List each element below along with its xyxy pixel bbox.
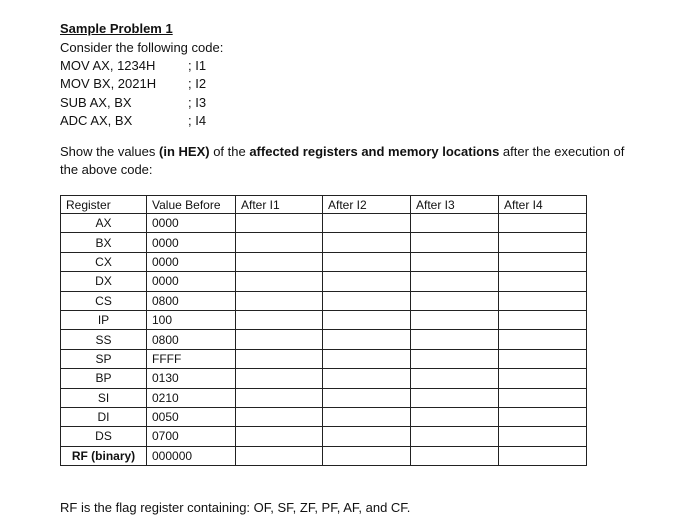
register-name-cell: SI (61, 388, 147, 407)
value-before-cell: 0000 (147, 252, 236, 271)
after-i2-cell[interactable] (323, 369, 411, 388)
value-before-cell: 0130 (147, 369, 236, 388)
footer-note: RF is the flag register containing: OF, SF, ZF, PF, AF, and CF. (60, 500, 411, 515)
question-text (60, 143, 640, 179)
value-before-cell: 000000 (147, 446, 236, 465)
after-i3-cell[interactable] (411, 233, 499, 252)
question-part: of the (209, 144, 250, 159)
after-i4-cell[interactable] (499, 291, 587, 310)
column-header: After I1 (236, 196, 323, 214)
after-i1-cell[interactable] (236, 427, 323, 446)
register-name-cell: DI (61, 407, 147, 426)
after-i1-cell[interactable] (236, 407, 323, 426)
after-i3-cell[interactable] (411, 291, 499, 310)
register-name-cell: SP (61, 349, 147, 368)
value-before-cell: 0000 (147, 233, 236, 252)
register-name-cell: IP (61, 310, 147, 329)
after-i2-cell[interactable] (323, 446, 411, 465)
value-before-cell: 0700 (147, 427, 236, 446)
after-i1-cell[interactable] (236, 252, 323, 271)
after-i2-cell[interactable] (323, 407, 411, 426)
after-i2-cell[interactable] (323, 252, 411, 271)
after-i3-cell[interactable] (411, 388, 499, 407)
value-before-cell: 0000 (147, 272, 236, 291)
after-i4-cell[interactable] (499, 446, 587, 465)
after-i2-cell[interactable] (323, 330, 411, 349)
after-i2-cell[interactable] (323, 427, 411, 446)
after-i4-cell[interactable] (499, 427, 587, 446)
after-i3-cell[interactable] (411, 407, 499, 426)
table-row (61, 310, 587, 329)
after-i3-cell[interactable] (411, 252, 499, 271)
after-i3-cell[interactable] (411, 349, 499, 368)
value-before-cell: 0050 (147, 407, 236, 426)
after-i2-cell[interactable] (323, 272, 411, 291)
table-header-row (61, 196, 587, 214)
column-header: After I4 (499, 196, 587, 214)
code-instruction: SUB AX, BX (60, 94, 132, 110)
after-i1-cell[interactable] (236, 349, 323, 368)
after-i4-cell[interactable] (499, 369, 587, 388)
table-row (61, 272, 587, 291)
register-name-cell: CX (61, 252, 147, 271)
after-i1-cell[interactable] (236, 291, 323, 310)
after-i1-cell[interactable] (236, 272, 323, 291)
after-i4-cell[interactable] (499, 407, 587, 426)
table-row (61, 291, 587, 310)
question-emphasis: (in HEX) (159, 144, 210, 159)
register-table (60, 195, 587, 466)
column-header: Value Before (147, 196, 236, 214)
after-i4-cell[interactable] (499, 330, 587, 349)
after-i1-cell[interactable] (236, 330, 323, 349)
code-instruction: ADC AX, BX (60, 112, 133, 128)
after-i4-cell[interactable] (499, 310, 587, 329)
after-i4-cell[interactable] (499, 233, 587, 252)
value-before-cell: 0210 (147, 388, 236, 407)
code-comment: ; I3 (188, 94, 207, 110)
value-before-cell: 0000 (147, 214, 236, 233)
after-i4-cell[interactable] (499, 214, 587, 233)
code-comment: ; I4 (188, 112, 207, 128)
code-instruction: MOV AX, 1234H (60, 58, 156, 73)
question-part: Show the values (60, 144, 160, 159)
value-before-cell: 100 (147, 310, 236, 329)
column-header: Register (61, 196, 147, 214)
after-i1-cell[interactable] (236, 310, 323, 329)
question-emphasis: affected registers and memory locations (249, 144, 500, 159)
register-table-body (61, 214, 587, 466)
after-i3-cell[interactable] (411, 214, 499, 233)
after-i4-cell[interactable] (499, 349, 587, 368)
value-before-cell: 0800 (147, 330, 236, 349)
after-i1-cell[interactable] (236, 214, 323, 233)
table-row (61, 214, 587, 233)
after-i2-cell[interactable] (323, 291, 411, 310)
problem-title: Sample Problem 1 (60, 21, 173, 36)
table-row (61, 233, 587, 252)
table-row (61, 388, 587, 407)
code-comment: ; I1 (188, 58, 207, 73)
register-name-cell: AX (61, 214, 147, 233)
register-name-cell: DS (61, 427, 147, 446)
after-i3-cell[interactable] (411, 330, 499, 349)
after-i4-cell[interactable] (499, 272, 587, 291)
table-row (61, 407, 587, 426)
register-name-cell: DX (61, 272, 147, 291)
after-i2-cell[interactable] (323, 388, 411, 407)
table-row (61, 446, 587, 465)
after-i3-cell[interactable] (411, 272, 499, 291)
after-i3-cell[interactable] (411, 369, 499, 388)
after-i4-cell[interactable] (499, 388, 587, 407)
column-header: After I3 (411, 196, 499, 214)
register-name-cell: RF (binary) (61, 446, 147, 465)
table-row (61, 369, 587, 388)
register-name-cell: SS (61, 330, 147, 349)
after-i2-cell[interactable] (323, 214, 411, 233)
after-i1-cell[interactable] (236, 233, 323, 252)
value-before-cell: 0800 (147, 291, 236, 310)
after-i3-cell[interactable] (411, 427, 499, 446)
register-name-cell: CS (61, 291, 147, 310)
register-name-cell: BX (61, 233, 147, 252)
table-row (61, 330, 587, 349)
table-row (61, 252, 587, 271)
value-before-cell: FFFF (147, 349, 236, 368)
after-i2-cell[interactable] (323, 233, 411, 252)
after-i2-cell[interactable] (323, 310, 411, 329)
code-instruction: MOV BX, 2021H (60, 76, 157, 92)
after-i1-cell[interactable] (236, 388, 323, 407)
after-i3-cell[interactable] (411, 446, 499, 465)
question-part: after the execution of the above code: (60, 144, 625, 177)
column-header: After I2 (323, 196, 411, 214)
after-i1-cell[interactable] (236, 446, 323, 465)
table-row (61, 349, 587, 368)
intro-text: Consider the following code: (60, 40, 224, 55)
after-i2-cell[interactable] (323, 349, 411, 368)
code-comment: ; I2 (188, 76, 207, 92)
after-i4-cell[interactable] (499, 252, 587, 271)
table-row (61, 427, 587, 446)
register-name-cell: BP (61, 369, 147, 388)
after-i1-cell[interactable] (236, 369, 323, 388)
after-i3-cell[interactable] (411, 310, 499, 329)
